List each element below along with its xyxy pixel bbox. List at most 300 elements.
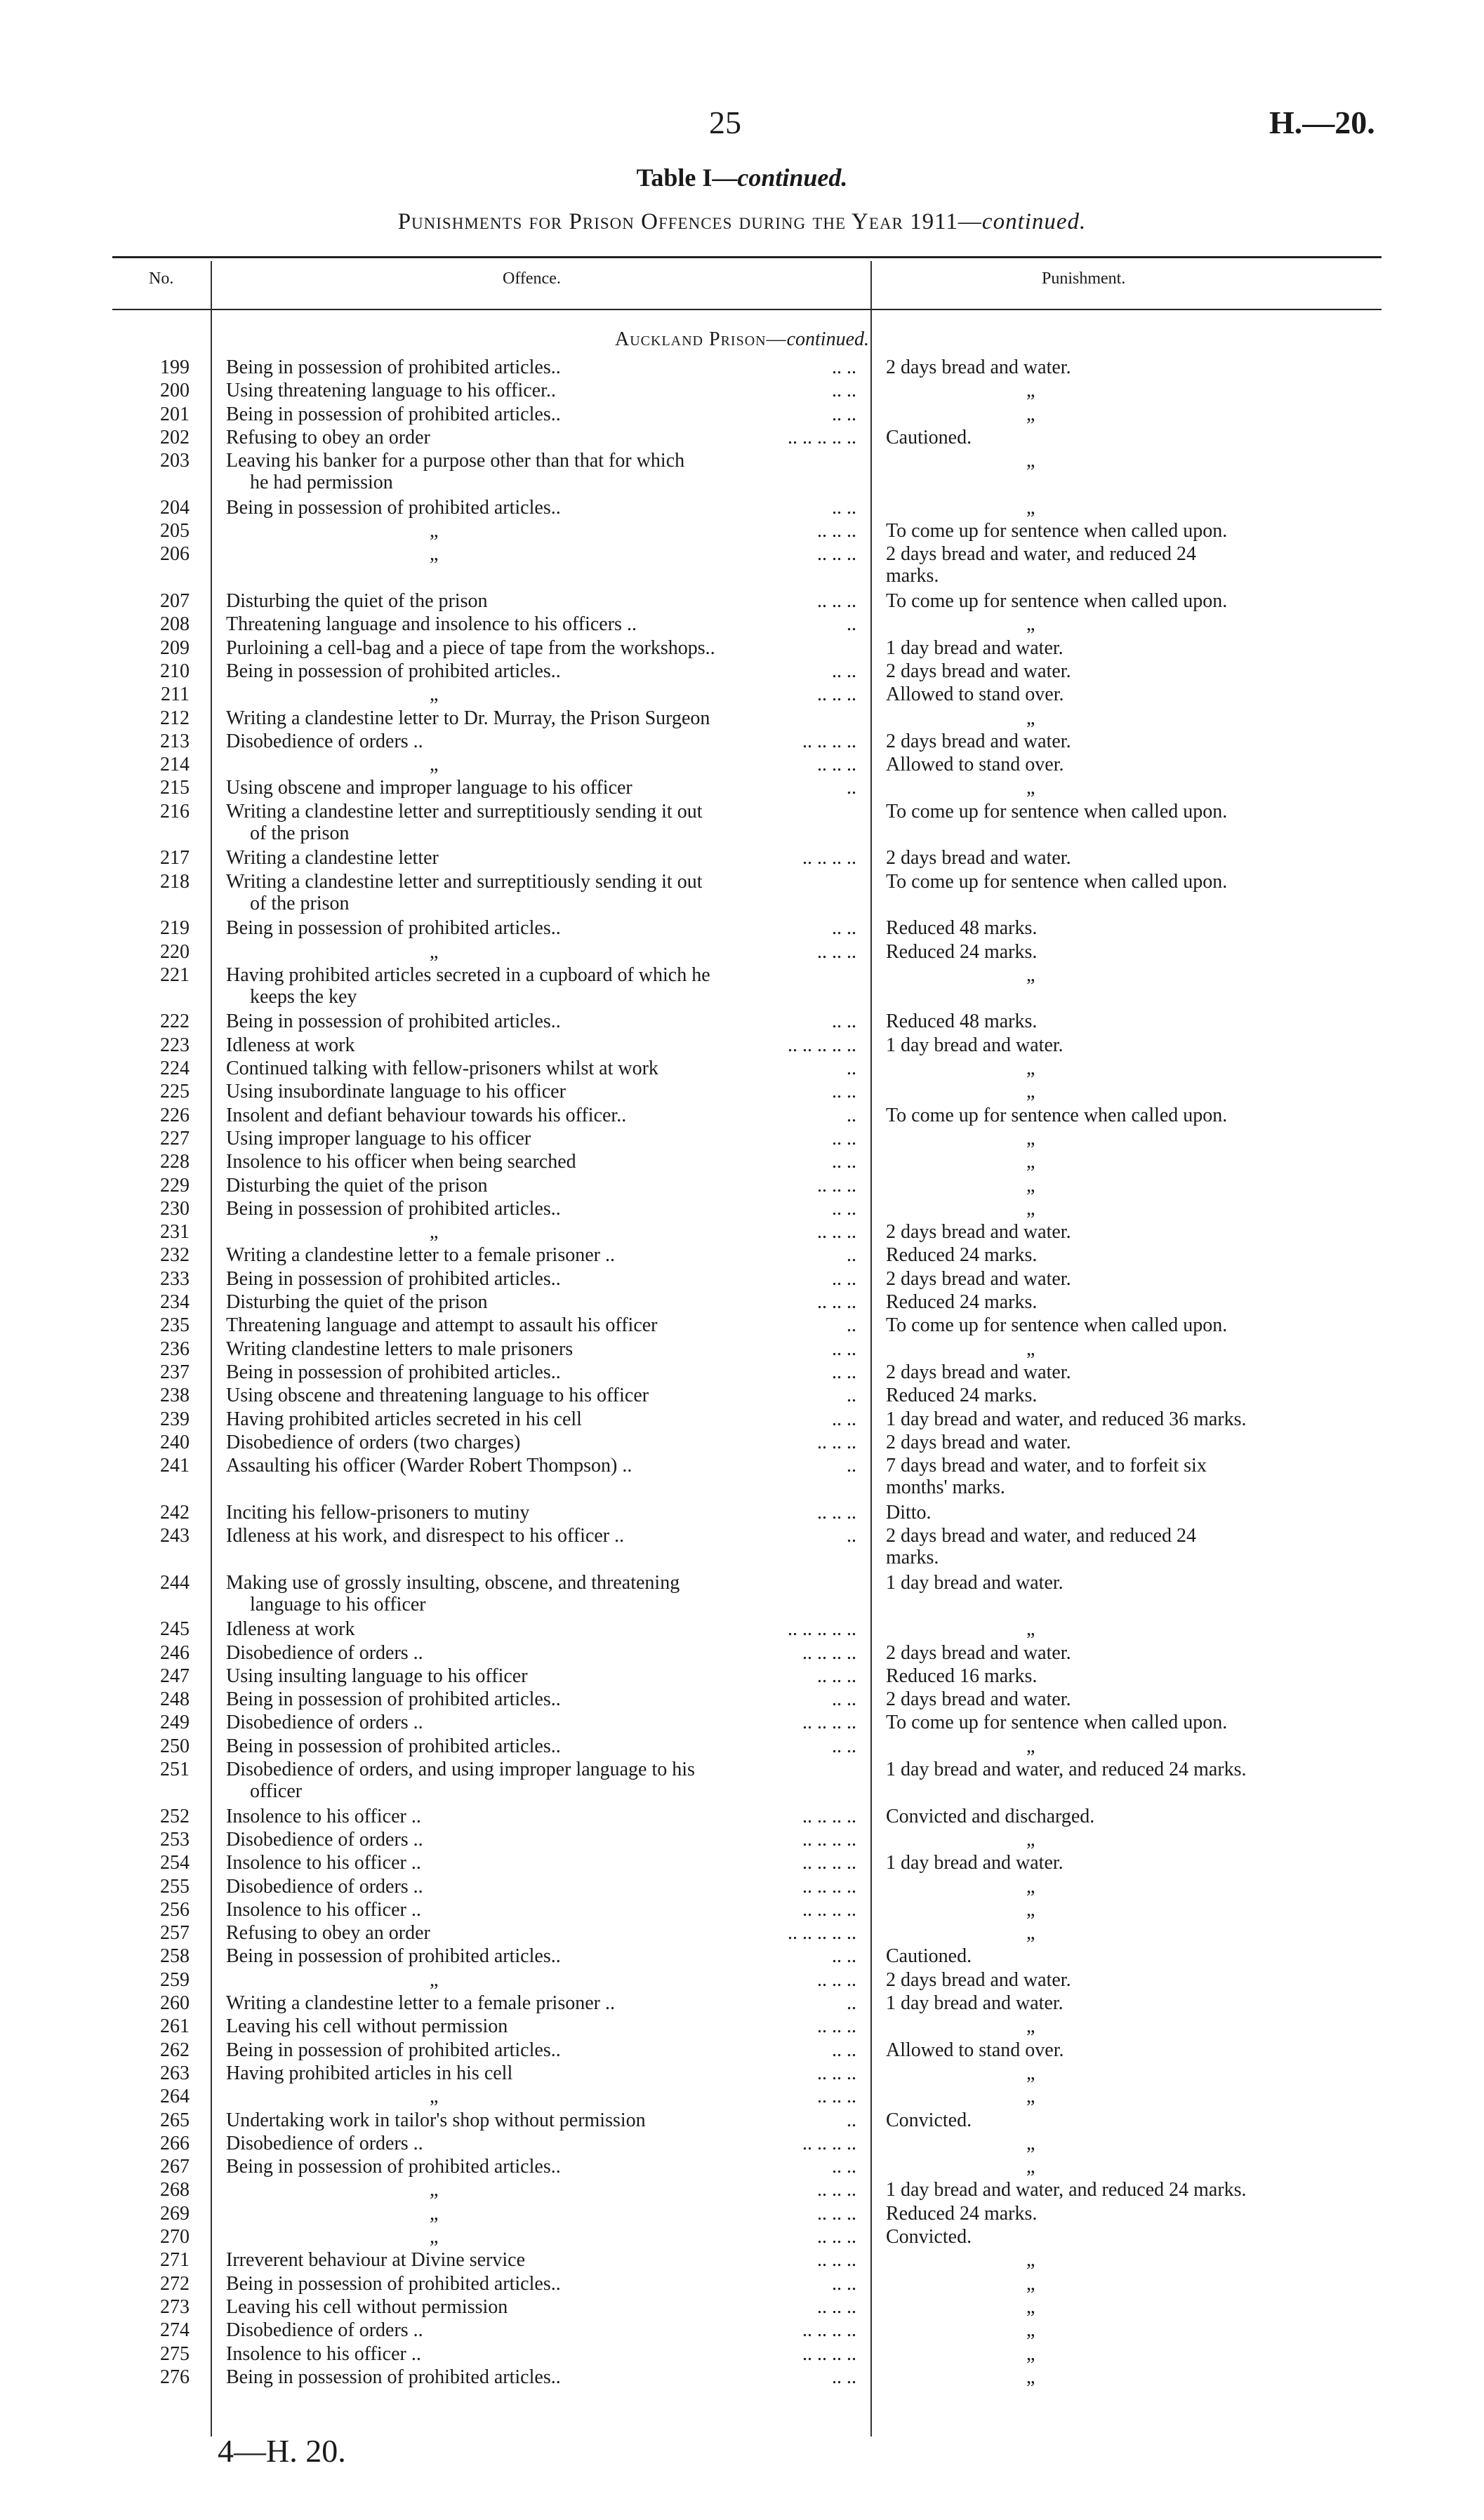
offence-text: Disobedience of orders .. [226, 730, 423, 752]
punishment-cell [886, 660, 1349, 682]
page-header [0, 0, 1484, 140]
offence-text: Being in possession of prohibited articles.. [226, 356, 561, 378]
leader-dots: .. .. [832, 1688, 856, 1711]
leader-dots: .. [847, 2109, 856, 2131]
punishment-text: „ [1026, 1058, 1035, 1079]
leader-dots: .. .. .. [817, 1221, 856, 1244]
punishment-text: Convicted. [886, 2109, 972, 2131]
row-number: 201 [160, 403, 190, 425]
punishment-text: 1 day bread and water, and reduced 24 marks. [886, 2179, 1247, 2201]
leader-dots: .. .. .. .. [802, 730, 856, 752]
leader-dots: .. .. [832, 2366, 856, 2388]
offence-text: Using insubordinate language to his officer [226, 1081, 566, 1103]
page-footer: 4—H. 20. [218, 2433, 346, 2469]
row-number: 227 [160, 1127, 190, 1149]
punishment-text: Cautioned. [886, 426, 972, 448]
offence-text: of the prison [250, 892, 350, 914]
row-number: 243 [160, 1525, 190, 1547]
punishment-text: 1 day bread and water, and reduced 24 marks. [886, 1759, 1247, 1780]
offence-text: Being in possession of prohibited articles.. [226, 917, 561, 940]
punishment-cell [886, 1105, 1349, 1126]
punishment-cell [886, 2203, 1349, 2225]
leader-dots: .. .. [832, 380, 856, 402]
punishment-text: „ [1026, 1828, 1035, 1851]
table-title-main: Table I— [636, 164, 738, 192]
offence-text: Disobedience of orders .. [226, 1712, 423, 1734]
punishment-text: „ [1026, 2156, 1035, 2178]
punishment-cell [886, 707, 1349, 729]
row-number: 249 [160, 1712, 190, 1734]
punishment-text: 1 day bread and water, and reduced 36 marks. [886, 1408, 1247, 1430]
punishment-text: 2 days bread and water, and reduced 24 [886, 1525, 1197, 1547]
punishment-text: „ [1026, 2295, 1035, 2318]
leader-dots: .. .. [832, 1267, 856, 1290]
punishment-text: 2 days bread and water. [886, 1267, 1071, 1290]
row-number: 254 [160, 1852, 190, 1874]
punishment-text: Reduced 16 marks. [886, 1665, 1038, 1687]
row-number: 265 [160, 2109, 190, 2131]
column-header-no: No. [149, 269, 174, 288]
punishment-text: 2 days bread and water. [886, 1431, 1071, 1453]
punishment-cell [886, 613, 1349, 635]
row-number: 241 [160, 1455, 190, 1477]
offence-text: Being in possession of prohibited articles.. [226, 2156, 561, 2178]
offence-text: „ [430, 543, 439, 566]
leader-dots: .. .. [832, 1197, 856, 1220]
punishment-text: To come up for sentence when called upon. [886, 870, 1228, 893]
punishment-text: „ [1026, 2062, 1035, 2084]
row-number: 248 [160, 1688, 190, 1711]
punishment-cell [886, 777, 1349, 799]
leader-dots: .. .. .. [817, 2015, 856, 2038]
row-number: 231 [160, 1221, 190, 1244]
punishment-text: 1 day bread and water. [886, 1034, 1064, 1056]
punishment-text: Cautioned. [886, 1945, 972, 1968]
punishment-text: 2 days bread and water. [886, 1361, 1071, 1383]
offence-text: Irreverent behaviour at Divine service [226, 2249, 526, 2272]
offence-text: „ [430, 520, 439, 542]
leader-dots: .. .. .. .. [802, 1828, 856, 1851]
punishment-cell [886, 847, 1349, 869]
leader-dots: .. [847, 1455, 856, 1477]
punishment-cell [886, 871, 1349, 893]
punishment-cell [886, 1688, 1349, 1710]
row-number: 207 [160, 590, 190, 612]
punishment-text: „ [1026, 1618, 1035, 1641]
row-number: 273 [160, 2295, 190, 2318]
punishment-text: „ [1026, 707, 1035, 729]
offence-cell [226, 964, 851, 1008]
offence-text: Insolence to his officer .. [226, 1852, 421, 1874]
punishment-cell [886, 1385, 1349, 1406]
offence-text: Threatening language and insolence to his officers .. [226, 613, 637, 636]
punishment-cell [886, 1408, 1349, 1430]
leader-dots: .. .. .. [817, 754, 856, 776]
row-number: 235 [160, 1314, 190, 1337]
row-number: 223 [160, 1034, 190, 1056]
column-divider-left [211, 261, 212, 2436]
leader-dots: .. .. .. [817, 2249, 856, 2272]
row-number: 259 [160, 1968, 190, 1991]
punishment-cell [886, 1314, 1349, 1336]
punishment-cell [886, 1432, 1349, 1453]
document-reference: H.—20. [1269, 105, 1375, 140]
leader-dots: .. .. .. .. [802, 2132, 856, 2154]
row-number: 204 [160, 496, 190, 519]
offence-text: Leaving his cell without permission [226, 2015, 508, 2038]
punishment-text: „ [1026, 2366, 1035, 2388]
row-number: 232 [160, 1244, 190, 1267]
row-number: 203 [160, 450, 190, 472]
row-number: 224 [160, 1058, 190, 1079]
punishment-cell [886, 1058, 1349, 1079]
punishment-cell [886, 520, 1349, 542]
row-number: 271 [160, 2249, 190, 2272]
leader-dots: .. .. .. .. [802, 2342, 856, 2365]
punishment-cell [886, 731, 1349, 752]
punishment-cell [886, 1128, 1349, 1149]
punishment-text: 2 days bread and water. [886, 1968, 1071, 1991]
leader-dots: .. [847, 1992, 856, 2014]
leader-dots: .. .. .. [817, 1665, 856, 1687]
punishment-text: Reduced 24 marks. [886, 940, 1038, 963]
punishment-text: „ [1026, 1898, 1035, 1921]
offence-text: Continued talking with fellow-prisoners whilst at work [226, 1058, 658, 1079]
punishment-text: 1 day bread and water. [886, 636, 1064, 659]
row-number: 219 [160, 917, 190, 940]
subtitle-continued: continued. [981, 209, 1087, 234]
row-number: 210 [160, 660, 190, 682]
row-number: 240 [160, 1431, 190, 1453]
row-number: 238 [160, 1385, 190, 1407]
punishment-text: 2 days bread and water. [886, 847, 1071, 869]
leader-dots: .. .. .. [817, 2202, 856, 2225]
offence-text: „ [430, 2202, 439, 2225]
offence-text: language to his officer [250, 1593, 426, 1615]
offence-text: Insolence to his officer .. [226, 1805, 421, 1827]
leader-dots: .. [847, 1244, 856, 1267]
punishment-cell [886, 1852, 1349, 1874]
leader-dots: .. .. [832, 2156, 856, 2178]
leader-dots: .. .. .. [817, 1501, 856, 1524]
punishment-cell [886, 1244, 1349, 1266]
punishment-cell [886, 1338, 1349, 1360]
offence-text: Being in possession of prohibited articles.. [226, 1197, 561, 1220]
punishment-text: months' marks. [886, 1476, 1005, 1499]
leader-dots: .. .. [832, 403, 856, 425]
punishment-cell [886, 1198, 1349, 1220]
row-number: 256 [160, 1898, 190, 1921]
offence-text: Disturbing the quiet of the prison [226, 1174, 488, 1196]
punishment-cell [886, 637, 1349, 659]
punishment-cell [886, 1922, 1349, 1944]
offence-text: Inciting his fellow-prisoners to mutiny [226, 1501, 530, 1524]
punishment-cell [886, 404, 1349, 425]
punishment-text: „ [1026, 450, 1035, 472]
punishment-text: „ [1026, 2319, 1035, 2342]
leader-dots: .. .. [832, 496, 856, 519]
punishment-text: „ [1026, 496, 1035, 519]
punishment-cell [886, 2319, 1349, 2341]
leader-dots: .. [847, 1058, 856, 1079]
offence-text: Assaulting his officer (Warder Robert Thompson) .. [226, 1455, 632, 1477]
leader-dots: .. .. .. .. [802, 1852, 856, 1874]
punishment-cell [886, 964, 1349, 986]
punishment-cell [886, 1221, 1349, 1243]
offence-text: Idleness at his work, and disrespect to his officer .. [226, 1525, 625, 1547]
leader-dots: .. [847, 1525, 856, 1547]
punishment-text: Allowed to stand over. [886, 2039, 1064, 2061]
punishment-text: Reduced 24 marks. [886, 2202, 1038, 2225]
leader-dots: .. .. .. [817, 1291, 856, 1313]
punishment-cell [886, 1969, 1349, 1991]
punishment-text: Reduced 24 marks. [886, 1244, 1038, 1267]
row-number: 217 [160, 847, 190, 869]
leader-dots: .. .. [832, 1408, 856, 1430]
punishment-text: „ [1026, 777, 1035, 799]
offence-text: Disobedience of orders .. [226, 2132, 423, 2154]
offence-text: „ [430, 2179, 439, 2201]
punishment-text: Convicted. [886, 2226, 972, 2248]
punishment-text: marks. [886, 565, 939, 587]
row-number: 252 [160, 1805, 190, 1827]
punishment-text: „ [1026, 2342, 1035, 2365]
punishment-text: 2 days bread and water. [886, 1221, 1071, 1244]
section-continued: continued. [786, 328, 869, 350]
offence-text: „ [430, 940, 439, 963]
punishment-text: Allowed to stand over. [886, 684, 1064, 706]
offence-text: Using insulting language to his officer [226, 1665, 528, 1687]
leader-dots: .. .. [832, 1011, 856, 1033]
row-number: 276 [160, 2366, 190, 2388]
punishment-cell [886, 380, 1349, 401]
punishment-cell [886, 2226, 1349, 2248]
punishment-cell [886, 2062, 1349, 2084]
punishment-cell [886, 356, 1349, 378]
punishment-cell [886, 2133, 1349, 2154]
punishment-text: 2 days bread and water. [886, 730, 1071, 752]
row-number: 260 [160, 1992, 190, 2014]
offence-text: Using threatening language to his officer.. [226, 380, 556, 402]
offence-text: Writing a clandestine letter to Dr. Murray, the Prison Surgeon [226, 707, 710, 729]
offence-text: Being in possession of prohibited articles.. [226, 1267, 561, 1290]
offence-text: Refusing to obey an order [226, 426, 430, 448]
leader-dots: .. .. .. [817, 1431, 856, 1453]
leader-dots: .. .. [832, 1338, 856, 1360]
offence-text: Leaving his banker for a purpose other than that for which [226, 450, 685, 472]
table-title [0, 163, 1484, 192]
leader-dots: .. .. .. [817, 2179, 856, 2201]
leader-dots: .. .. .. [817, 520, 856, 542]
punishment-cell [886, 497, 1349, 519]
row-number: 233 [160, 1267, 190, 1290]
row-number: 211 [161, 684, 190, 706]
row-number: 209 [160, 636, 190, 659]
punishment-cell [886, 543, 1349, 587]
row-number: 266 [160, 2132, 190, 2154]
row-number: 208 [160, 613, 190, 636]
punishment-text: Reduced 48 marks. [886, 917, 1038, 940]
row-number: 215 [160, 777, 190, 799]
punishment-cell [886, 1361, 1349, 1383]
offence-text: he had permission [250, 472, 393, 494]
punishment-cell [886, 2343, 1349, 2365]
offence-text: Being in possession of prohibited articles.. [226, 1688, 561, 1711]
row-number: 229 [160, 1174, 190, 1196]
row-number: 262 [160, 2039, 190, 2061]
offence-cell [226, 1759, 851, 1802]
punishment-cell [886, 1829, 1349, 1851]
offence-text: „ [430, 2226, 439, 2248]
row-number: 255 [160, 1875, 190, 1898]
row-number: 213 [160, 730, 190, 752]
offence-text: Idleness at work [226, 1618, 355, 1641]
row-number: 264 [160, 2086, 190, 2108]
leader-dots: .. .. [832, 1735, 856, 1757]
row-number: 270 [160, 2226, 190, 2248]
offence-text: „ [430, 1221, 439, 1244]
punishment-cell [886, 1876, 1349, 1898]
section-heading [0, 328, 1484, 351]
punishment-cell [886, 590, 1349, 612]
punishment-text: Reduced 24 marks. [886, 1291, 1038, 1313]
row-number: 250 [160, 1735, 190, 1757]
table-title-continued: continued. [737, 164, 848, 192]
leader-dots: .. .. [832, 1127, 856, 1149]
punishment-text: 1 day bread and water. [886, 1852, 1064, 1874]
row-number: 221 [160, 964, 190, 986]
leader-dots: .. [847, 1385, 856, 1407]
offence-text: Having prohibited articles secreted in a cupboard of which he [226, 964, 710, 986]
punishment-cell [886, 801, 1349, 822]
punishment-text: „ [1026, 613, 1035, 636]
row-number: 269 [160, 2202, 190, 2225]
punishment-cell [886, 1642, 1349, 1664]
punishment-cell [886, 1618, 1349, 1640]
punishment-text: marks. [886, 1547, 939, 1568]
table-subtitle [0, 209, 1484, 235]
punishment-cell [886, 1945, 1349, 1967]
punishment-text: „ [1026, 1735, 1035, 1757]
leader-dots: .. .. .. .. [802, 1805, 856, 1827]
header-bottom-rule [112, 309, 1382, 310]
offence-text: Undertaking work in tailor's shop without permission [226, 2109, 646, 2131]
punishment-cell [886, 1175, 1349, 1196]
punishment-cell [886, 1034, 1349, 1056]
punishment-cell [886, 1712, 1349, 1733]
punishment-text: Reduced 24 marks. [886, 1385, 1038, 1407]
offence-cell [226, 1572, 851, 1615]
leader-dots: .. .. .. [817, 1968, 856, 1991]
column-header-offence: Offence. [503, 269, 561, 288]
punishment-text: 1 day bread and water. [886, 1571, 1064, 1594]
punishment-text: To come up for sentence when called upon. [886, 590, 1228, 612]
leader-dots: .. .. [832, 1945, 856, 1968]
punishment-cell [886, 941, 1349, 963]
offence-text: Disobedience of orders, and using improper language to his [226, 1759, 695, 1780]
punishment-cell [886, 1899, 1349, 1921]
punishment-text: „ [1026, 2249, 1035, 2272]
offence-text: Writing a clandestine letter and surreptitiously sending it out [226, 870, 703, 893]
offence-cell [226, 450, 851, 493]
punishment-text: „ [1026, 2272, 1035, 2295]
punishment-cell [886, 2109, 1349, 2131]
punishment-text: 2 days bread and water. [886, 660, 1071, 682]
leader-dots: .. .. [832, 2039, 856, 2061]
leader-dots: .. .. [832, 2272, 856, 2295]
punishment-text: To come up for sentence when called upon. [886, 1314, 1228, 1337]
offence-text: Insolent and defiant behaviour towards his officer.. [226, 1104, 627, 1126]
offence-text: Disobedience of orders .. [226, 1641, 423, 1664]
column-divider-right [870, 261, 872, 2436]
offence-text: Insolence to his officer .. [226, 1898, 421, 1921]
punishment-text: „ [1026, 1127, 1035, 1149]
leader-dots: .. .. .. [817, 2062, 856, 2084]
offence-text: Being in possession of prohibited articles.. [226, 496, 561, 519]
row-number: 258 [160, 1945, 190, 1968]
leader-dots: .. [847, 777, 856, 799]
punishment-cell [886, 1992, 1349, 2014]
offence-cell [226, 707, 851, 729]
offence-text: Purloining a cell-bag and a piece of tape from the workshops.. [226, 636, 715, 659]
leader-dots: .. .. .. [817, 2086, 856, 2108]
punishment-cell [886, 2296, 1349, 2318]
offence-cell [226, 871, 851, 914]
offence-text: Writing a clandestine letter to a female prisoner .. [226, 1992, 615, 2014]
leader-dots: .. .. .. .. .. [788, 1922, 856, 1945]
offence-text: Disobedience of orders .. [226, 2319, 423, 2342]
offence-cell [226, 637, 851, 659]
leader-dots: .. .. [832, 1151, 856, 1173]
leader-dots: .. .. .. [817, 1174, 856, 1196]
row-number: 236 [160, 1338, 190, 1360]
leader-dots: .. .. .. .. .. [788, 1034, 856, 1056]
punishment-cell [886, 1455, 1349, 1498]
offence-text: Being in possession of prohibited articles.. [226, 2366, 561, 2388]
punishment-cell [886, 450, 1349, 472]
offence-text: Having prohibited articles in his cell [226, 2062, 513, 2084]
punishment-text: Ditto. [886, 1501, 932, 1524]
punishment-text: 2 days bread and water. [886, 1688, 1071, 1711]
punishment-cell [886, 917, 1349, 939]
punishment-text: 7 days bread and water, and to forfeit six [886, 1455, 1207, 1477]
punishment-cell [886, 1502, 1349, 1524]
row-number: 246 [160, 1641, 190, 1664]
row-number: 267 [160, 2156, 190, 2178]
punishment-text: „ [1026, 1174, 1035, 1196]
row-number: 205 [160, 520, 190, 542]
leader-dots: .. [847, 1314, 856, 1337]
punishment-text: To come up for sentence when called upon. [886, 800, 1228, 822]
row-number: 199 [160, 356, 190, 378]
punishment-text: „ [1026, 1922, 1035, 1945]
punishment-cell [886, 2086, 1349, 2107]
punishment-cell [886, 1525, 1349, 1568]
leader-dots: .. .. .. [817, 2226, 856, 2248]
punishment-cell [886, 754, 1349, 775]
punishment-text: „ [1026, 1081, 1035, 1103]
offence-text: Insolence to his officer when being searched [226, 1151, 576, 1173]
offence-text: Writing clandestine letters to male prisoners [226, 1338, 574, 1360]
row-number: 216 [160, 800, 190, 822]
row-number: 239 [160, 1408, 190, 1430]
offence-text: Insolence to his officer .. [226, 2342, 421, 2365]
row-number: 202 [160, 426, 190, 448]
offence-text: Using obscene and improper language to his officer [226, 777, 632, 799]
row-number: 242 [160, 1501, 190, 1524]
row-number: 222 [160, 1011, 190, 1033]
offence-text: Disturbing the quiet of the prison [226, 1291, 488, 1313]
